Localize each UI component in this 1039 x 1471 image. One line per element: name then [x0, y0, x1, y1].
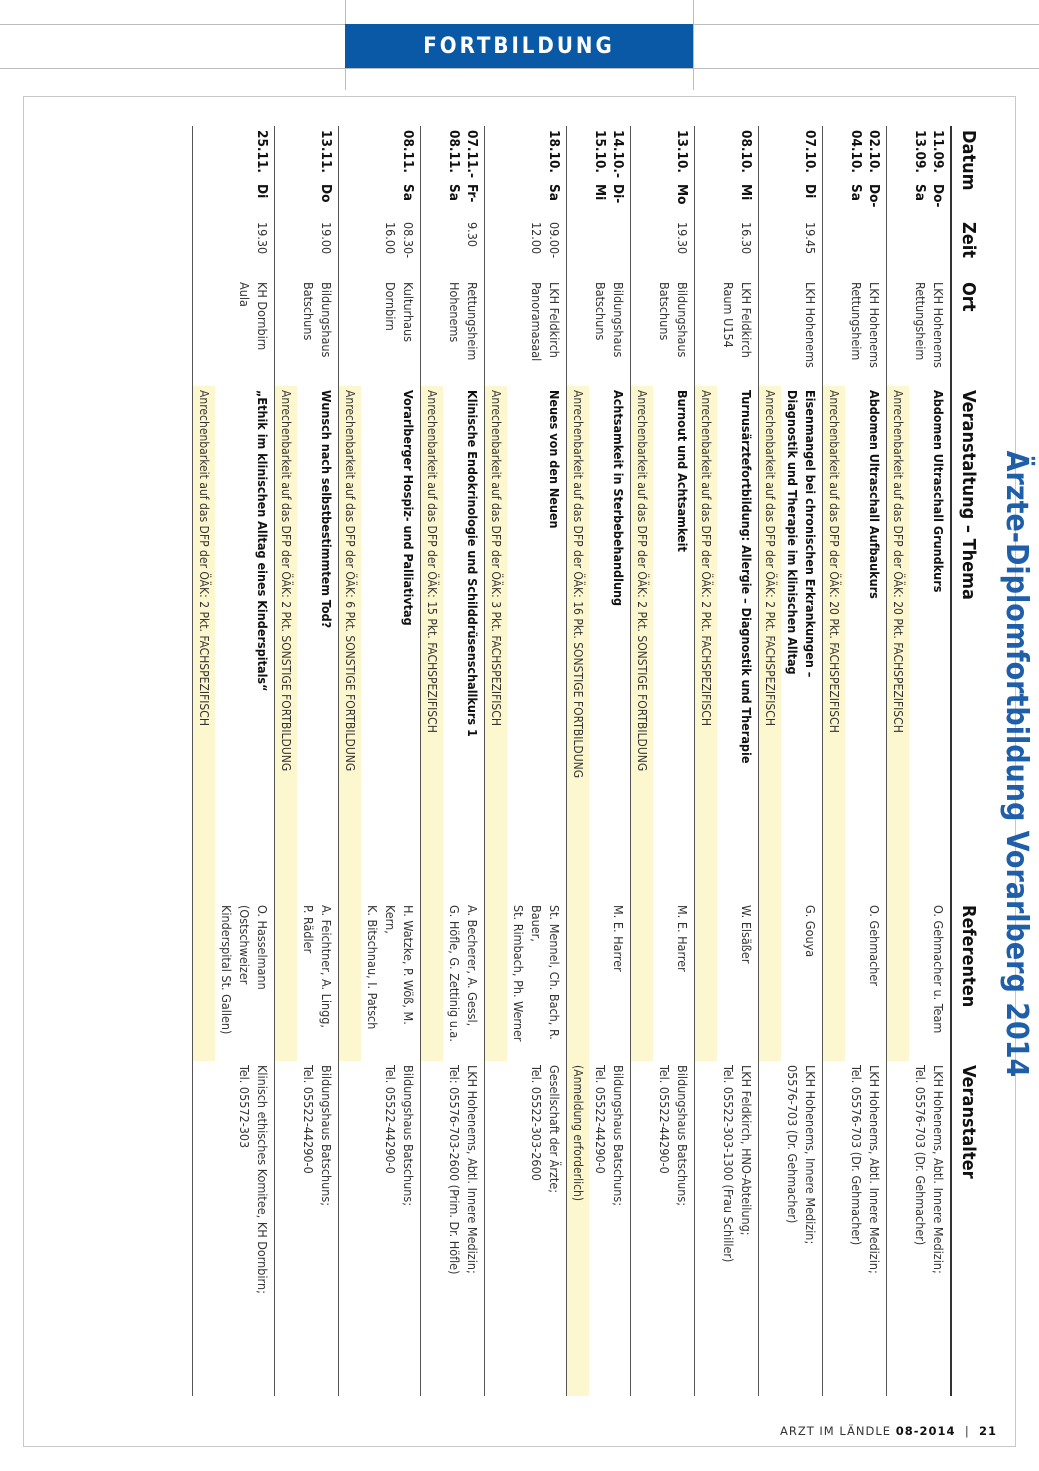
- event-weekday: Fr- Sa: [446, 184, 480, 203]
- footer-separator: |: [964, 1424, 970, 1438]
- event-note: [759, 1061, 782, 1396]
- event-organizer: LKH Hohenems, Innere Medizin; 05576-703 (Dr. Gehmacher): [785, 1065, 818, 1245]
- rotated-content: [104, 99, 1039, 1429]
- event-date: 08.10.: [738, 130, 754, 174]
- event-location: Kulturhaus Dornbirn: [383, 282, 416, 342]
- event-topic: Turnusärztefortbildung: Allergie – Diagnostik und Therapie: [739, 390, 754, 764]
- event-time: [909, 218, 951, 278]
- credit-row: [193, 126, 216, 1396]
- event-organizer: LKH Hohenems, Abtl. Innere Medizin; Tel. 05576-703 (Dr. Gehmacher): [913, 1065, 946, 1274]
- event-speakers: G. Gouya: [803, 905, 818, 958]
- event-topic: Abdomen Ultraschall Aufbaukurs: [867, 390, 882, 599]
- event-credit: Anrechenbarkeit auf das DFP der ÖÄK: 2 Pkt. FACHSPEZIFISCH: [695, 386, 718, 1061]
- event-speakers: A. Becherer, A. Gessl, G. Höfle, G. Zettinig u.a.: [447, 905, 480, 1042]
- event-time: 19.30: [675, 222, 690, 255]
- col-header-veranstalter: Veranstalter: [951, 1061, 983, 1396]
- credit-row-spacer: [339, 126, 362, 386]
- event-date: 08.11.: [400, 130, 416, 174]
- event-weekday: Di: [254, 184, 270, 199]
- event-location: KH Dornbirn Aula: [237, 282, 270, 351]
- event-note: [887, 1061, 910, 1396]
- event-weekday: Sa: [400, 184, 416, 201]
- event-date: 25.11.: [254, 130, 270, 174]
- event-location: LKH Hohenems Rettungsheim: [913, 282, 946, 368]
- event-organizer: Klinisch ethisches Komitee, KH Dornbirn; Tel. 05572-303: [237, 1065, 270, 1294]
- event-speakers: H. Watzke, P. Wöß, M. Kern, K. Bitschnau, I. Patsch: [365, 905, 416, 1030]
- credit-row-spacer: [823, 126, 846, 386]
- event-weekday: Di: [802, 184, 818, 199]
- event-row: [909, 126, 951, 1396]
- event-weekday: Di- Mi: [592, 184, 626, 204]
- section-banner: FORTBILDUNG: [345, 24, 693, 68]
- event-credit: Anrechenbarkeit auf das DFP der ÖÄK: 2 Pkt. FACHSPEZIFISCH: [193, 386, 216, 1061]
- event-row: [717, 126, 759, 1396]
- credit-row-spacer: [695, 126, 718, 386]
- event-weekday: Sa: [546, 184, 562, 201]
- event-topic: Vorarlberger Hospiz- und Palliativtag: [401, 390, 416, 626]
- event-time: 08.30- 16.00: [383, 222, 416, 259]
- event-weekday: Mo: [674, 184, 690, 205]
- event-note: [485, 1061, 508, 1396]
- event-note: [823, 1061, 846, 1396]
- event-organizer: Gesellschaft der Ärzte; Tel. 05522-303-2600: [529, 1065, 562, 1194]
- event-date: 14.10.- 15.10.: [592, 130, 626, 179]
- event-location: Bildungshaus Batschuns: [593, 282, 626, 358]
- event-time: 09.00- 12.00: [529, 222, 562, 259]
- event-time: 16.30: [739, 222, 754, 255]
- event-date: 13.11.: [318, 130, 334, 174]
- event-location: LKH Hohenems Rettungsheim: [849, 282, 882, 368]
- event-weekday: Do- Sa: [912, 184, 946, 208]
- event-speakers: St. Mennel, Ch. Bach, R. Bauer, St. Rimbach, Ph. Werner: [511, 905, 562, 1042]
- table-header-row: [951, 126, 983, 1396]
- event-date: 02.10. 04.10.: [848, 130, 882, 174]
- event-topic: Abdomen Ultraschall Grundkurs: [931, 390, 946, 593]
- event-note: [695, 1061, 718, 1396]
- event-location: Bildungshaus Batschuns: [657, 282, 690, 358]
- credit-row-spacer: [485, 126, 508, 386]
- top-rule-lower: [0, 68, 1039, 69]
- credit-row-spacer: [759, 126, 782, 386]
- footer-page-number: 21: [979, 1424, 998, 1438]
- event-speakers: A. Feichtner, A. Lingg, P. Rädler: [301, 905, 334, 1028]
- event-location: LKH Feldkirch Raum U154: [721, 282, 754, 358]
- event-time: 19.00: [319, 222, 334, 255]
- credit-row-spacer: [567, 126, 590, 386]
- event-topic: Neues von den Neuen: [547, 390, 562, 529]
- event-weekday: Mi: [738, 184, 754, 201]
- event-date: 18.10.: [546, 130, 562, 174]
- credit-row-spacer: [193, 126, 216, 386]
- event-row: [845, 126, 887, 1396]
- event-time: [589, 218, 631, 278]
- event-speakers: M. E. Harrer: [675, 905, 690, 972]
- event-note: (Anmeldung erforderlich): [567, 1061, 590, 1396]
- credit-row-spacer: [631, 126, 654, 386]
- col-header-referenten: Referenten: [951, 901, 983, 1061]
- event-date: 07.11.- 08.11.: [446, 130, 480, 179]
- credit-row-spacer: [421, 126, 444, 386]
- event-row: [297, 126, 339, 1396]
- event-row: [653, 126, 695, 1396]
- events-body: [193, 126, 952, 1396]
- col-header-thema: Veranstaltung – Thema: [951, 386, 983, 901]
- footer-issue: 08-2014: [895, 1424, 956, 1438]
- event-organizer: LKH Hohenems, Abtl. Innere Medizin; Tel. 05576-703 (Dr. Gehmacher): [849, 1065, 882, 1274]
- credit-row: [759, 126, 782, 1396]
- footer-magazine: ARZT IM LÄNDLE: [780, 1424, 892, 1438]
- credit-row: [887, 126, 910, 1396]
- event-topic: „Ethik im klinischen Alltag eines Kinderspitals“: [255, 390, 270, 692]
- credit-row: [485, 126, 508, 1396]
- event-speakers: W. Elsäßer: [739, 905, 754, 964]
- event-organizer: Bildungshaus Batschuns; Tel. 05522-44290-0: [657, 1065, 690, 1207]
- credit-row-spacer: [275, 126, 298, 386]
- event-row: [215, 126, 275, 1396]
- event-weekday: Do- Sa: [848, 184, 882, 208]
- event-credit: Anrechenbarkeit auf das DFP der ÖÄK: 6 Pkt. SONSTIGE FORTBILDUNG: [339, 386, 362, 1061]
- event-topic: Burnout und Achtsamkeit: [675, 390, 690, 552]
- credit-row: [823, 126, 846, 1396]
- credit-row: [695, 126, 718, 1396]
- event-weekday: Do: [318, 184, 334, 203]
- credit-row: [631, 126, 654, 1396]
- event-topic: Wunsch nach selbstbestimmtem Tod?: [319, 390, 334, 629]
- events-table: [192, 126, 983, 1396]
- event-credit: Anrechenbarkeit auf das DFP der ÖÄK: 16 Pkt. SONSTIGE FORTBILDUNG: [567, 386, 590, 1061]
- event-location: LKH Hohenems: [803, 282, 818, 368]
- event-date: 11.09. 13.09.: [912, 130, 946, 174]
- event-topic: Achtsamkeit in Sterbebehandlung: [611, 390, 626, 607]
- event-credit: Anrechenbarkeit auf das DFP der ÖÄK: 3 Pkt. FACHSPEZIFISCH: [485, 386, 508, 1061]
- event-note: [339, 1061, 362, 1396]
- credit-row: [567, 126, 590, 1396]
- page-title: Ärzte-Diplomfortbildung Vorarlberg 2014: [999, 450, 1034, 1078]
- col-header-ort: Ort: [951, 278, 983, 386]
- event-topic: Klinische Endokrinologie und Schilddrüsenschallkurs 1: [465, 390, 480, 737]
- col-header-datum: Datum: [951, 126, 983, 218]
- event-organizer: Bildungshaus Batschuns; Tel. 05522-44290-0: [301, 1065, 334, 1207]
- event-row: [361, 126, 421, 1396]
- event-organizer: LKH Hohenems, Abtl. Innere Medizin; Tel: 05576-703-2600 (Prim. Dr. Höfle): [447, 1065, 480, 1275]
- event-credit: Anrechenbarkeit auf das DFP der ÖÄK: 20 Pkt. FACHSPEZIFISCH: [823, 386, 846, 1061]
- event-location: Rettungsheim Hohenems: [447, 282, 480, 361]
- credit-row-spacer: [887, 126, 910, 386]
- event-location: LKH Feldkirch Panoramasaal: [529, 282, 562, 362]
- event-organizer: Bildungshaus Batschuns; Tel. 05522-44290-0: [383, 1065, 416, 1207]
- event-credit: Anrechenbarkeit auf das DFP der ÖÄK: 2 Pkt. FACHSPEZIFISCH: [759, 386, 782, 1061]
- event-speakers: O. Hasselmann (Ostschweizer Kinderspital St. Gallen): [219, 905, 270, 1035]
- event-speakers: O. Gehmacher u. Team: [931, 905, 946, 1034]
- page-footer: [780, 1424, 997, 1438]
- event-location: Bildungshaus Batschuns: [301, 282, 334, 358]
- event-time: 9.30: [465, 222, 480, 248]
- event-time: [845, 218, 887, 278]
- event-row: [507, 126, 567, 1396]
- event-date: 13.10.: [674, 130, 690, 174]
- event-speakers: M. E. Harrer: [611, 905, 626, 972]
- event-speakers: O. Gehmacher: [867, 905, 882, 986]
- event-row: [589, 126, 631, 1396]
- event-credit: Anrechenbarkeit auf das DFP der ÖÄK: 2 Pkt. SONSTIGE FORTBILDUNG: [631, 386, 654, 1061]
- event-row: [781, 126, 823, 1396]
- event-row: [443, 126, 485, 1396]
- event-credit: Anrechenbarkeit auf das DFP der ÖÄK: 20 Pkt. FACHSPEZIFISCH: [887, 386, 910, 1061]
- event-credit: Anrechenbarkeit auf das DFP der ÖÄK: 2 Pkt. SONSTIGE FORTBILDUNG: [275, 386, 298, 1061]
- event-organizer: Bildungshaus Batschuns; Tel. 05522-44290-0: [593, 1065, 626, 1207]
- event-organizer: LKH Feldkirch, HNO-Abteilung; Tel. 05522-303-1300 (Frau Schiller): [721, 1065, 754, 1263]
- event-time: 19.45: [803, 222, 818, 255]
- credit-row: [339, 126, 362, 1396]
- event-date: 07.10.: [802, 130, 818, 174]
- event-note: [631, 1061, 654, 1396]
- credit-row: [421, 126, 444, 1396]
- top-divider-right: [693, 0, 694, 90]
- event-note: [275, 1061, 298, 1396]
- credit-row: [275, 126, 298, 1396]
- event-time: 19.30: [255, 222, 270, 255]
- event-topic: Eisenmangel bei chronischen Erkrankungen – Diagnostik und Therapie im klinischen Alltag: [785, 390, 818, 678]
- event-note: [421, 1061, 444, 1396]
- event-note: [193, 1061, 216, 1396]
- event-credit: Anrechenbarkeit auf das DFP der ÖÄK: 15 Pkt. FACHSPEZIFISCH: [421, 386, 444, 1061]
- col-header-zeit: Zeit: [951, 218, 983, 278]
